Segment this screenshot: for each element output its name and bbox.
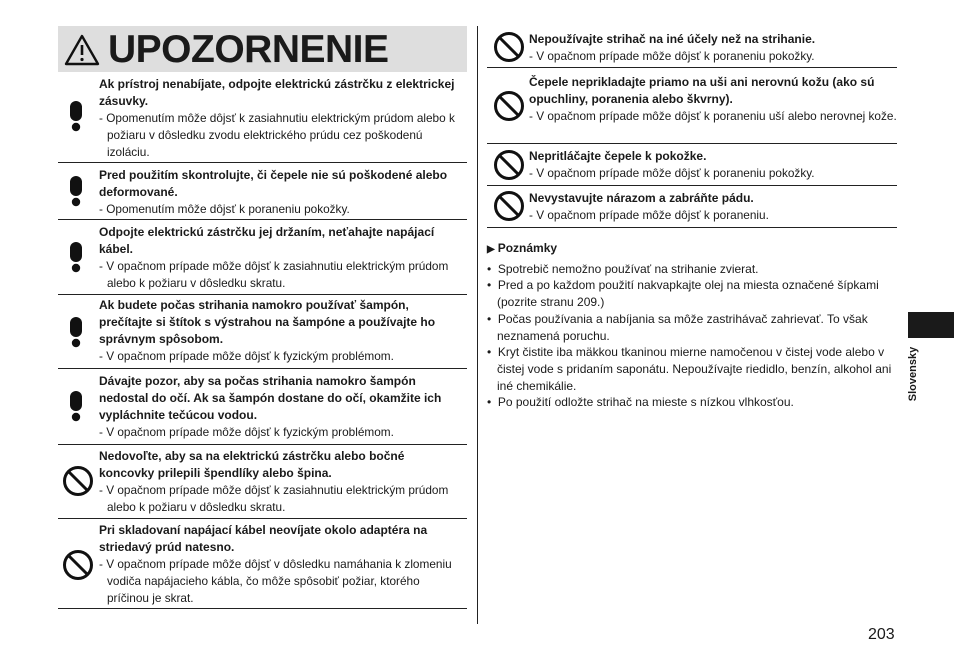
item-heading: Pri skladovaní napájací kábel neovíjate okolo adaptéra na striedavý prúd natesno. — [99, 523, 428, 554]
list-item: • Kryt čistite iba mäkkou tkaninou mierne namočenou v čistej vode alebo v čistej vode s pridaním saponátu. Nepoužívajte riedidlo, benzín, alkohol ani iné chemikálie. — [487, 345, 892, 393]
section-title: UPOZORNENIE — [108, 28, 389, 71]
caution-item — [487, 26, 897, 68]
caution-item — [58, 519, 467, 609]
item-note: - V opačnom prípade môže dôjsť k fyzickým problémom. — [99, 349, 394, 363]
language-tab-label — [906, 344, 920, 406]
list-item: • Po použití odložte strihač na mieste s nízkou vlhkosťou. — [487, 395, 794, 410]
list-item: • Spotrebič nemožno používať na strihanie zvierat. — [487, 261, 759, 276]
item-heading: Dávajte pozor, aby sa počas strihania namokro šampón nedostal do očí. Ak sa šampón dostane do očí, okamžite ich vypláchnite tečúcou vodou. — [99, 374, 442, 422]
column-divider — [477, 26, 478, 624]
language-label-text: Slovensky — [907, 346, 919, 402]
item-note: - V opačnom prípade môže dôjsť v dôsledku namáhania k zlomeniu vodiča napájacieho kábla, čo môže spôsobiť požiar, ktorého príčinou je skrat. — [99, 557, 452, 605]
note-text: Spotrebič nemožno používať na strihanie zvierat. — [497, 261, 759, 276]
notes-heading — [487, 240, 907, 259]
item-note: - V opačnom prípade môže dôjsť k poraneniu. — [529, 208, 769, 222]
item-note: - V opačnom prípade môže dôjsť k poraneniu pokožky. — [529, 49, 815, 63]
caution-item — [58, 369, 467, 445]
item-note: - V opačnom prípade môže dôjsť k zasiahnutiu elektrickým prúdom alebo k požiaru v dôsledku skratu. — [99, 259, 449, 290]
notes-section — [487, 240, 907, 411]
item-note: - V opačnom prípade môže dôjsť k poraneniu uší alebo nerovnej kože. — [529, 109, 897, 123]
play-arrow-icon: ▶ — [487, 244, 495, 255]
section-title-bar — [58, 26, 467, 72]
warning-triangle-icon — [64, 34, 100, 66]
note-text: Kryt čistite iba mäkkou tkaninou mierne namočenou v čistej vode alebo v čistej vode s pridaním saponátu. Nepoužívajte riedidlo, benzín, alkohol ani iné chemikálie. — [497, 345, 892, 393]
item-heading: Nepritláčajte čepele k pokožke. — [529, 149, 707, 163]
mandatory-action-icon — [65, 316, 87, 348]
item-heading: Čepele neprikladajte priamo na uši ani nerovnú kožu (ako sú opuchliny, poranenia alebo škvrny). — [529, 75, 875, 106]
note-text: Počas používania a nabíjania sa môže zastrihávač zahrievať. To však neznamená poruchu. — [497, 311, 868, 343]
prohibited-icon — [493, 31, 525, 63]
item-heading: Pred použitím skontrolujte, či čepele nie sú poškodené alebo deformované. — [99, 168, 448, 199]
item-heading: Nedovoľte, aby sa na elektrickú zástrčku alebo bočné koncovky prilepili špendlíky alebo špina. — [99, 449, 405, 480]
note-text: Pred a po každom použití nakvapkajte olej na miesta označené šípkami (pozrite stranu 209.) — [497, 278, 879, 310]
caution-item — [58, 220, 467, 295]
caution-item — [487, 186, 897, 228]
item-note: - Opomenutím môže dôjsť k poraneniu pokožky. — [99, 202, 350, 216]
prohibited-icon — [62, 549, 94, 581]
item-note: - Opomenutím môže dôjsť k zasiahnutiu elektrickým prúdom alebo k požiaru v dôsledku zvodu elektrického prúdu cez poškodenú izoláciu. — [99, 111, 455, 159]
item-heading: Ak prístroj nenabíjate, odpojte elektrickú zástrčku z elektrickej zásuvky. — [99, 77, 455, 108]
page-number: 203 — [868, 626, 895, 643]
item-heading: Ak budete počas strihania namokro používať šampón, prečítajte si štítok s výstrahou na šampóne a používajte ho správnym spôsobom. — [99, 298, 436, 346]
caution-item — [58, 295, 467, 369]
caution-item — [487, 68, 897, 144]
prohibited-icon — [493, 190, 525, 222]
caution-item — [487, 144, 897, 186]
item-heading: Nepoužívajte strihač na iné účely než na strihanie. — [529, 32, 816, 46]
item-note: - V opačnom prípade môže dôjsť k zasiahnutiu elektrickým prúdom alebo k požiaru v dôsledku skratu. — [99, 483, 449, 514]
list-item: • Počas používania a nabíjania sa môže zastrihávač zahrievať. To však neznamená poruchu. — [487, 311, 868, 343]
caution-item — [58, 72, 467, 163]
caution-item — [58, 445, 467, 519]
mandatory-action-icon — [65, 241, 87, 273]
item-note: - V opačnom prípade môže dôjsť k fyzickým problémom. — [99, 425, 394, 439]
prohibited-icon — [493, 90, 525, 122]
item-heading: Nevystavujte nárazom a zabráňte pádu. — [529, 191, 754, 205]
prohibited-icon — [62, 465, 94, 497]
item-note: - V opačnom prípade môže dôjsť k poraneniu pokožky. — [529, 166, 815, 180]
notes-heading-label: Poznámky — [497, 241, 558, 255]
list-item: • Pred a po každom použití nakvapkajte olej na miesta označené šípkami (pozrite stranu 209.) — [487, 278, 879, 310]
note-text: Po použití odložte strihač na mieste s nízkou vlhkosťou. — [497, 395, 794, 410]
mandatory-action-icon — [65, 390, 87, 422]
item-heading: Odpojte elektrickú zástrčku jej držaním, neťahajte napájací kábel. — [99, 225, 435, 256]
mandatory-action-icon — [65, 100, 87, 132]
mandatory-action-icon — [65, 175, 87, 207]
prohibited-icon — [493, 149, 525, 181]
caution-item — [58, 163, 467, 220]
language-tab-marker — [908, 312, 954, 338]
